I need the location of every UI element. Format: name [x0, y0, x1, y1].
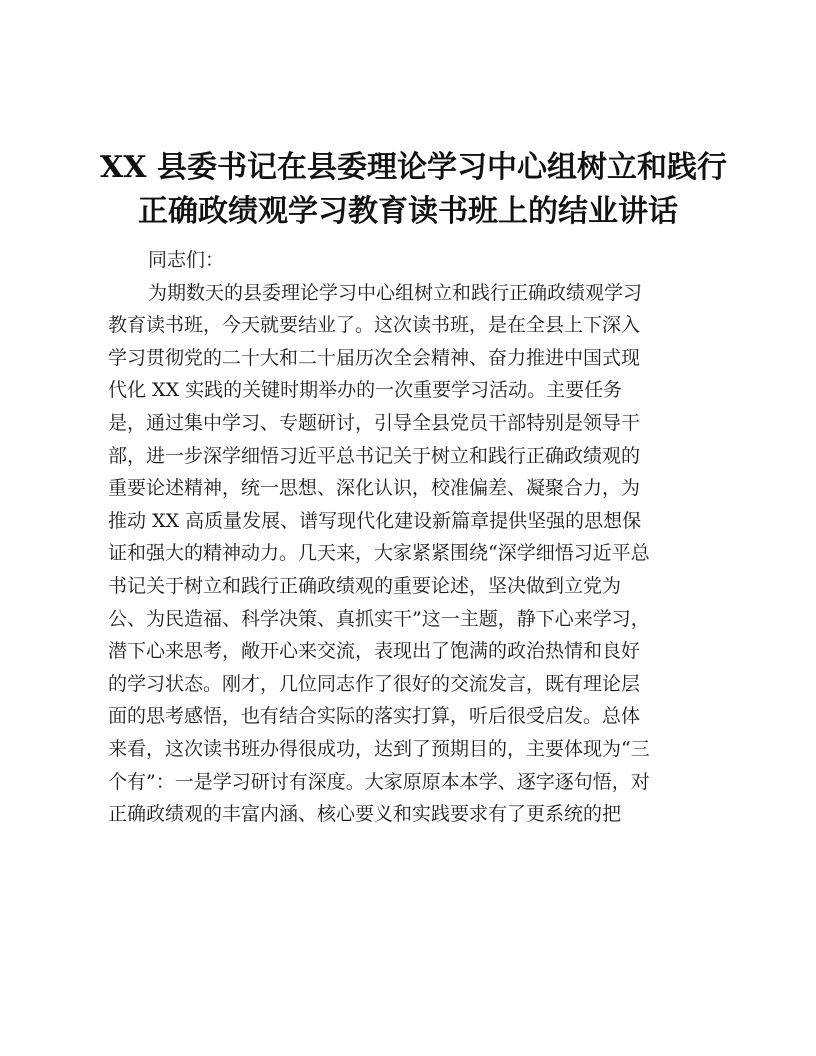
paragraph-line: 面的思考感悟，也有结合实际的落实打算，听后很受启发。总体: [108, 705, 641, 728]
paragraph-line: 的学习状态。刚才，几位同志作了很好的交流发言，既有理论层: [108, 672, 641, 695]
paragraph-line: 学习贯彻党的二十大和二十届历次全会精神、奋力推进中国式现: [108, 346, 641, 369]
paragraph-line: 来看，这次读书班办得很成功，达到了预期目的，主要体现为“三: [108, 737, 650, 760]
paragraph-line: 代化 XX 实践的关键时期举办的一次重要学习活动。主要任务: [108, 379, 623, 402]
paragraph-line: 公、为民造福、科学决策、真抓实干”这一主题，静下心来学习，: [108, 607, 650, 630]
paragraph-line: 重要论述精神，统一思想、深化认识，校准偏差、凝聚合力，为: [108, 477, 641, 500]
paragraph-line: 潜下心来思考，敞开心来交流，表现出了饱满的政治热情和良好: [108, 640, 641, 663]
paragraph-line: 为期数天的县委理论学习中心组树立和践行正确政绩观学习: [148, 281, 643, 304]
title-line-2: 正确政绩观学习教育读书班上的结业讲话: [138, 194, 678, 229]
paragraph-line: 教育读书班，今天就要结业了。这次读书班，是在全县上下深入: [108, 314, 641, 337]
salutation: 同志们：: [148, 249, 225, 271]
document-title: [100, 146, 727, 234]
document-body: [108, 244, 708, 831]
paragraph-line: 证和强大的精神动力。几天来，大家紧紧围绕“深学细悟习近平总: [108, 542, 650, 565]
paragraph-line: 书记关于树立和践行正确政绩观的重要论述，坚决做到立党为: [108, 574, 622, 597]
paragraph-line: 是，通过集中学习、专题研讨，引导全县党员干部特别是领导干: [108, 411, 641, 434]
paragraph-line: 部，进一步深学细悟习近平总书记关于树立和践行正确政绩观的: [108, 444, 641, 467]
paragraph-line: 个有”：一是学习研讨有深度。大家原原本本学、逐字逐句悟，对: [108, 770, 650, 793]
paragraph-line: 正确政绩观的丰富内涵、核心要义和实践要求有了更系统的把: [108, 803, 622, 826]
paragraph-line: 推动 XX 高质量发展、谱写现代化建设新篇章提供坚强的思想保: [108, 509, 642, 532]
title-line-1: XX 县委书记在县委理论学习中心组树立和践行: [100, 150, 727, 185]
